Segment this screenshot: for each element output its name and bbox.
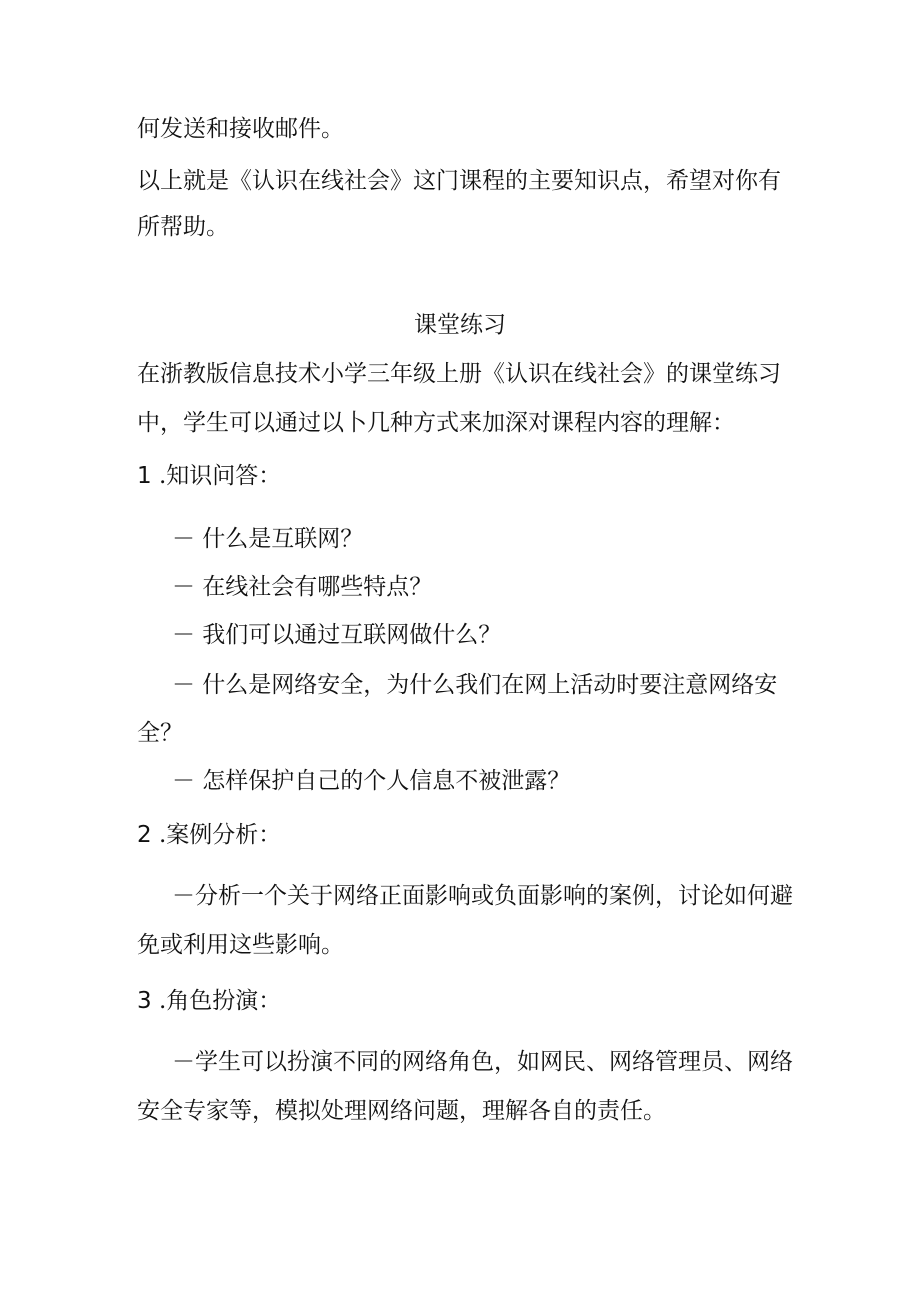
item-2-heading xyxy=(137,818,281,852)
item-3-title: .角色扮演： xyxy=(158,988,282,1014)
item-3-number: 3 xyxy=(137,988,152,1014)
item-3-heading xyxy=(137,984,281,1018)
item-3-line-2: 安全专家等，模拟处理网络问题，理解各自的责任。 xyxy=(137,1098,666,1124)
item-2-line-2: 免或利用这些影响。 xyxy=(137,932,344,958)
section-intro-line-2: 中，学生可以通过以卜几种方式来加深对课程内容的理解： xyxy=(137,410,735,436)
item-1-question-2: － 在线社会有哪些特点？ xyxy=(172,574,433,600)
item-1-question-4: － 什么是网络安全，为什么我们在网上活动时要注意网络安 xyxy=(172,672,778,698)
item-1-question-1: － 什么是互联网？ xyxy=(172,526,364,552)
intro-line-1: 何发送和接收邮件。 xyxy=(137,116,344,142)
section-intro-line-1: 在浙教版信息技术小学三年级上册《认识在线社会》的课堂练习 xyxy=(137,361,781,387)
item-1-number: 1 xyxy=(137,463,152,489)
item-3-line-1: －学生可以扮演不同的网络角色，如网民、网络管理员、网络 xyxy=(172,1049,793,1075)
item-1-question-3: － 我们可以通过互联网做什么？ xyxy=(172,622,502,648)
item-2-title: .案例分析： xyxy=(158,822,282,848)
item-1-title: .知识问答： xyxy=(158,463,282,489)
item-2-line-1: －分析一个关于网络正面影响或负面影响的案例，讨论如何避 xyxy=(172,883,793,909)
item-1-heading xyxy=(137,459,281,493)
intro-line-3: 所帮助。 xyxy=(137,214,229,240)
item-2-number: 2 xyxy=(137,822,152,848)
section-title: 课堂练习 xyxy=(414,312,506,338)
intro-line-2: 以上就是《认识在线社会》这门课程的主要知识点，希望对你有 xyxy=(137,168,781,194)
item-1-question-5: － 怎样保护自己的个人信息不被泄露？ xyxy=(172,768,571,794)
item-1-question-4-cont: 全？ xyxy=(137,720,183,746)
